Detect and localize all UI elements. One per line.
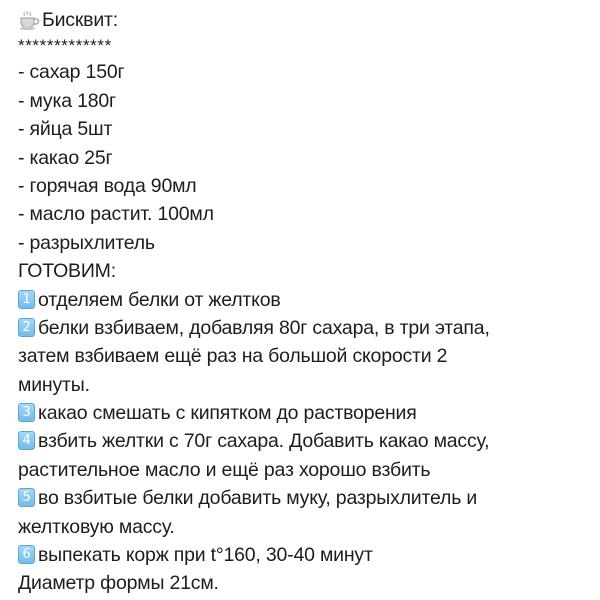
- ingredient-item: - разрыхлитель: [18, 231, 155, 254]
- step-text: белки взбиваем, добавляя 80г сахара, в три этапа,: [38, 316, 490, 339]
- keycap-digit: 5: [22, 490, 31, 506]
- step-text-continued: растительное масло и ещё раз хорошо взбить: [18, 458, 431, 481]
- recipe-title-line: [18, 6, 584, 34]
- keycap-digit-icon: [18, 290, 35, 309]
- ingredient-item: - яйца 5шт: [18, 118, 113, 141]
- keycap-digit: 2: [22, 319, 31, 335]
- ingredient-item: - сахар 150г: [18, 61, 125, 84]
- keycap-digit-icon: [18, 403, 35, 422]
- pan-diameter-note: Диаметр формы 21см.: [18, 572, 219, 595]
- step-text-continued: желтковую массу.: [18, 515, 175, 538]
- step-1: [18, 286, 584, 314]
- step-5: [18, 484, 584, 512]
- step-text: отделяем белки от желтков: [38, 288, 281, 311]
- step-text-continued: минуты.: [18, 373, 90, 396]
- method-heading: ГОТОВИМ:: [18, 260, 116, 283]
- step-2: [18, 314, 584, 342]
- step-text: какао смешать с кипятком до растворения: [38, 402, 417, 425]
- keycap-digit: 3: [22, 405, 31, 421]
- keycap-digit-icon: [18, 545, 35, 564]
- step-text-continued: затем взбиваем ещё раз на большой скорости 2: [18, 345, 448, 368]
- keycap-digit: 6: [22, 547, 31, 563]
- keycap-digit: 4: [22, 433, 31, 449]
- steps-list: [18, 286, 584, 570]
- divider-stars: *************: [18, 36, 112, 56]
- step-text: выпекать корж при t°160, 30-40 минут: [38, 544, 373, 567]
- keycap-digit-icon: [18, 431, 35, 450]
- keycap-digit-icon: [18, 488, 35, 507]
- keycap-digit: 1: [22, 291, 31, 307]
- keycap-digit-icon: [18, 318, 35, 337]
- step-4: [18, 427, 584, 455]
- ingredients-list: [18, 58, 584, 257]
- recipe-title: Бисквит:: [42, 9, 118, 31]
- ingredient-item: - горячая вода 90мл: [18, 174, 197, 197]
- hot-beverage-icon: [18, 9, 40, 31]
- ingredient-item: - мука 180г: [18, 89, 116, 112]
- step-3: [18, 399, 584, 427]
- ingredient-item: - масло растит. 100мл: [18, 203, 214, 226]
- ingredient-item: - какао 25г: [18, 146, 113, 169]
- step-text: взбить желтки с 70г сахара. Добавить какао массу,: [38, 430, 490, 453]
- step-6: [18, 541, 584, 569]
- step-text: во взбитые белки добавить муку, разрыхлитель и: [38, 487, 478, 510]
